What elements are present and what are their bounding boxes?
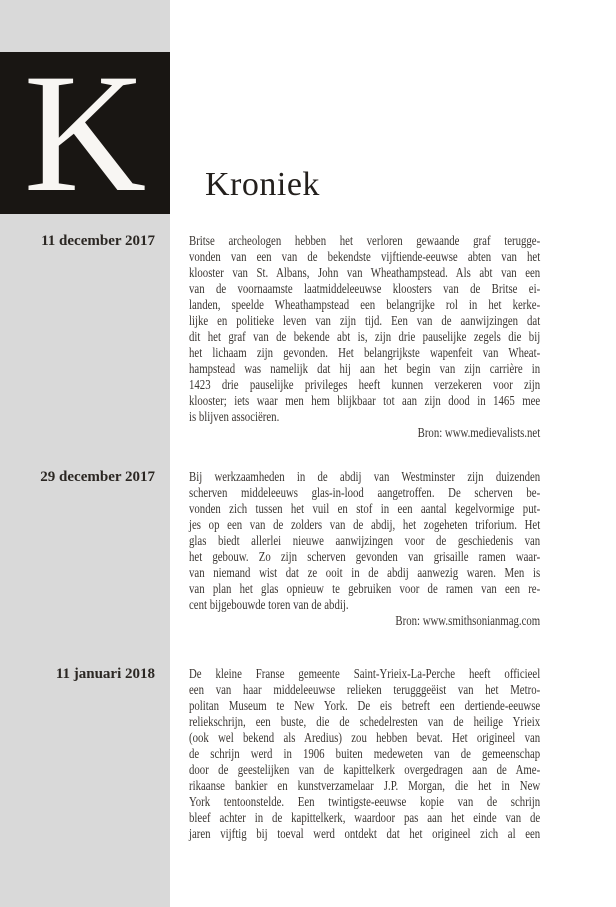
entry-source: Bron: www.smithsonianmag.com — [395, 613, 541, 628]
entry-text-line: door de geestelijken van de kapittelkerk overgedragen aan de Ame- — [189, 762, 541, 777]
entry-text-line: dit het graf van de bekende abt is, zijn drie pauselijke zegels die bij — [189, 329, 541, 344]
chronicle-entry — [0, 666, 616, 842]
entry-text-line: van plan het glas opnieuw te gebruiken voor de ramen van een re- — [189, 581, 541, 596]
entry-text-line: rikaanse bankier en kunstverzamelaar J.P. Morgan, die het in New — [189, 778, 541, 793]
entry-text-line: vonden van een van de bekendste vijftiende-eeuwse abten van het — [189, 249, 541, 264]
entry-date: 11 december 2017 — [41, 233, 155, 249]
entry-text-line: een van haar middeleeuwse relieken terugggeëist van het Metro- — [189, 682, 541, 697]
entry-text-line: 1423 drie pauselijke privileges heeft kunnen verzekeren voor zijn — [189, 377, 541, 392]
entry-text-line: jes op een van de zolders van de abdij, het zogeheten triforium. Het — [189, 517, 541, 532]
entry-text-line: de schrijn werd in 1906 buiten medeweten van de gemeenschap — [189, 746, 541, 761]
entry-text-line: bleef achter in de kapittelkerk, waardoor pas aan het einde van de — [189, 810, 541, 825]
entry-text-line: politan Museum te New York. De eis betreft een dertiende-eeuwse — [189, 698, 541, 713]
entry-text-line: hampstead was namelijk dat hij aan het begin van zijn carrière in — [189, 361, 541, 376]
entry-text-line: lijke en politieke leven van zijn tijd. Een van de aanwijzingen dat — [189, 313, 541, 328]
entry-text-line: York tentoonstelde. Een twintigste-eeuwse kopie van de schrijn — [189, 794, 541, 809]
entry-date: 29 december 2017 — [40, 469, 155, 485]
entry-text-line: glas biedt allerlei nieuwe aanwijzingen voor de geschiedenis van — [189, 533, 541, 548]
entry-date: 11 januari 2018 — [55, 666, 155, 682]
entry-source: Bron: www.medievalists.net — [417, 425, 541, 440]
entry-text-line: cent bijgebouwde toren van de abdij. — [189, 597, 349, 612]
entry-text-line: reliekschrijn, een buste, die de schedelresten van de heilige Yrieix — [189, 714, 541, 729]
entry-text-line: scherven middeleeuws glas-in-lood aangetroffen. De scherven be- — [189, 485, 541, 500]
entry-text-line: vonden zich tussen het vuil en stof in een aantal kegelvormige put- — [189, 501, 541, 516]
entry-text-line: het gebouw. Zo zijn scherven gevonden van grisaille ramen waar- — [189, 549, 541, 564]
entry-text-line: jaren vijftig bij toeval werd ontdekt dat het origineel zich al een — [189, 826, 541, 841]
entry-text-line: De kleine Franse gemeente Saint-Yrieix-La-Perche heeft officieel — [189, 666, 541, 681]
entry-text-line: Bij werkzaamheden in de abdij van Westminster zijn duizenden — [189, 469, 541, 484]
entry-text-line: klooster van St. Albans, John van Wheathampstead. Als abt van een — [189, 265, 541, 280]
entry-body — [189, 666, 540, 842]
entry-text-line: van niemand wist dat ze ooit in de abdij aanwezig waren. Men is — [189, 565, 541, 580]
entry-body — [189, 469, 540, 629]
entry-text-line: klooster; iets waar men hem blijkbaar tot aan zijn dood in 1465 mee — [189, 393, 541, 408]
entry-body — [189, 233, 540, 441]
entry-text-line: het lichaam zijn gevonden. Het belangrijkste wapenfeit van Wheat- — [189, 345, 541, 360]
chronicle-entry — [0, 233, 616, 441]
entry-text-line: (ook wel bekend als Aredius) zou hebben bevat. Het origineel van — [189, 730, 541, 745]
entry-text-line: landen, speelde Wheathampstead een belangrijke rol in het kerke- — [189, 297, 541, 312]
section-letter-block — [0, 39, 170, 227]
section-letter: K — [23, 39, 147, 227]
chronicle-entry — [0, 469, 616, 629]
page-title: Kroniek — [205, 166, 320, 203]
entry-text-line: Britse archeologen hebben het verloren gewaande graf terugge- — [189, 233, 541, 248]
entry-text-line: is blijven associëren. — [189, 409, 280, 424]
entry-text-line: van de voornaamste laatmiddeleeuwse kloosters van de Britse ei- — [189, 281, 541, 296]
